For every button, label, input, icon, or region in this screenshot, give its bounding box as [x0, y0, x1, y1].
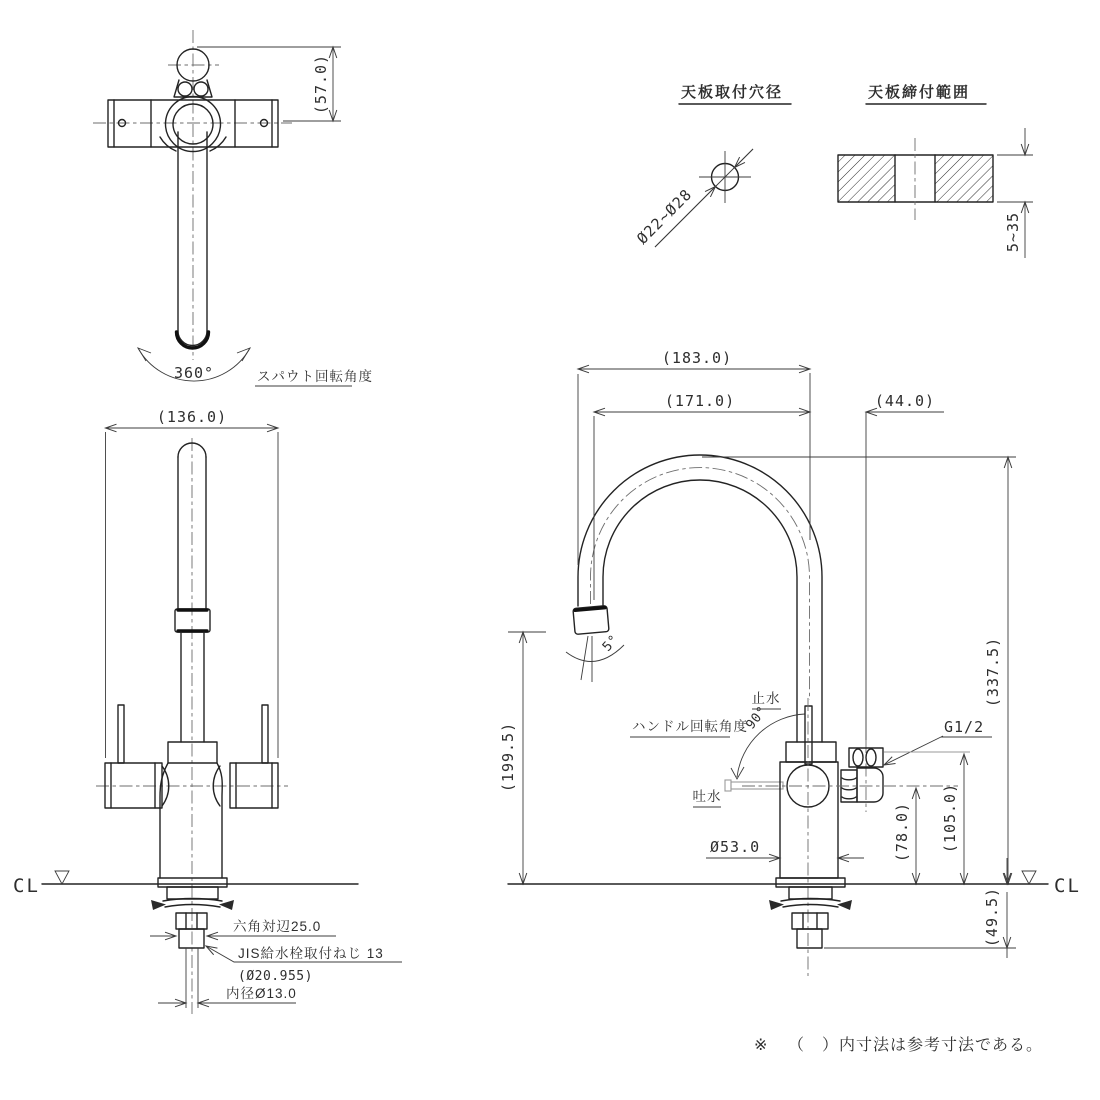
left-lever-front — [118, 705, 124, 763]
dim-105-text: (105.0) — [941, 782, 959, 854]
spout-connector-ring — [175, 609, 210, 632]
dim-78 — [893, 788, 916, 884]
lever-side — [805, 706, 812, 764]
dim-44-text: (44.0) — [874, 392, 936, 410]
g12-text: G1/2 — [944, 718, 985, 736]
note-mark: ※ — [754, 1037, 769, 1054]
dim-57 — [197, 47, 341, 121]
spout-top — [177, 132, 209, 348]
body-side — [780, 706, 838, 878]
thread-dia-text: (Ø20.955) — [238, 969, 313, 984]
dim-57-text: (57.0) — [312, 53, 330, 115]
counter-section-right — [935, 155, 993, 202]
right-handle-front — [230, 763, 278, 808]
dim-337-text: (337.5) — [984, 636, 1002, 708]
dim-199 — [499, 632, 546, 884]
reference-note — [754, 1036, 1043, 1054]
counter-level-mark-front — [55, 871, 69, 884]
under-counter-side — [769, 878, 852, 948]
flow-position-text: 吐水 — [692, 789, 722, 804]
dim-49 — [824, 858, 1016, 958]
callout-g12 — [884, 718, 992, 765]
clamp-detail-title: 天板締付範囲 — [868, 84, 971, 101]
dim-bore — [158, 985, 297, 1003]
dim-hex-flats — [150, 919, 336, 936]
front-view — [13, 408, 402, 1014]
callout-thread — [206, 945, 402, 984]
thread-shank-side — [797, 929, 822, 948]
bore-text: 内径Ø13.0 — [226, 986, 297, 1001]
dim-53 — [706, 838, 864, 858]
dim-clamp-range — [997, 128, 1033, 258]
cl-label-front: CL — [13, 875, 40, 897]
handle-angle-text: 90° — [743, 703, 771, 733]
counter-level-mark-side — [1022, 871, 1036, 884]
check-valve-side — [841, 748, 883, 802]
clamp-detail — [838, 83, 1033, 258]
hole-detail — [633, 83, 791, 248]
note-text: （ ）内寸法は参考寸法である。 — [788, 1037, 1044, 1054]
clamp-range-text: 5~35 — [1004, 211, 1022, 253]
dim-49-text: (49.5) — [983, 886, 1001, 948]
handle-rotation-label: ハンドル回転角度 — [632, 719, 748, 734]
dim-53-text: Ø53.0 — [710, 838, 761, 856]
dim-199-text: (199.5) — [499, 721, 517, 793]
right-lever-front — [262, 705, 268, 763]
stop-position-text: 止水 — [751, 691, 781, 706]
body-cap-front — [168, 742, 217, 763]
spout-rotation-label: スパウト回転角度 — [257, 369, 373, 384]
dim-171-text: (171.0) — [664, 392, 736, 410]
hole-dia-text: Ø22~Ø28 — [633, 185, 696, 248]
aerator-side — [573, 606, 609, 635]
tip-angle-text: 5° — [599, 632, 623, 655]
under-counter-front — [151, 878, 234, 1008]
dim-337 — [702, 457, 1016, 884]
thread-text: JIS給水栓取付ねじ 13 — [238, 946, 384, 961]
left-handle-front — [105, 763, 162, 808]
handle-rotation-annotation — [630, 690, 805, 807]
side-view — [499, 349, 1081, 976]
spout-rotation-angle: 360° — [173, 364, 215, 382]
tip-angle-annotation — [566, 632, 624, 682]
body-front — [160, 763, 222, 878]
lever-flow-position-ghost — [725, 780, 783, 791]
thread-shank-front — [179, 929, 204, 948]
dim-105 — [941, 754, 964, 884]
hex-flats-text: 六角対辺25.0 — [233, 919, 322, 934]
spout-side — [573, 455, 822, 742]
top-view — [93, 30, 373, 386]
spout-rotation-annotation — [138, 348, 373, 386]
cl-label-side: CL — [1054, 875, 1081, 897]
hole-detail-title: 天板取付穴径 — [681, 84, 784, 101]
counter-section-left — [838, 155, 895, 202]
dim-136-text: (136.0) — [156, 408, 228, 426]
spout-front — [175, 443, 210, 742]
dim-78-text: (78.0) — [893, 801, 911, 863]
dim-44 — [866, 392, 944, 812]
dim-183-text: (183.0) — [661, 349, 733, 367]
